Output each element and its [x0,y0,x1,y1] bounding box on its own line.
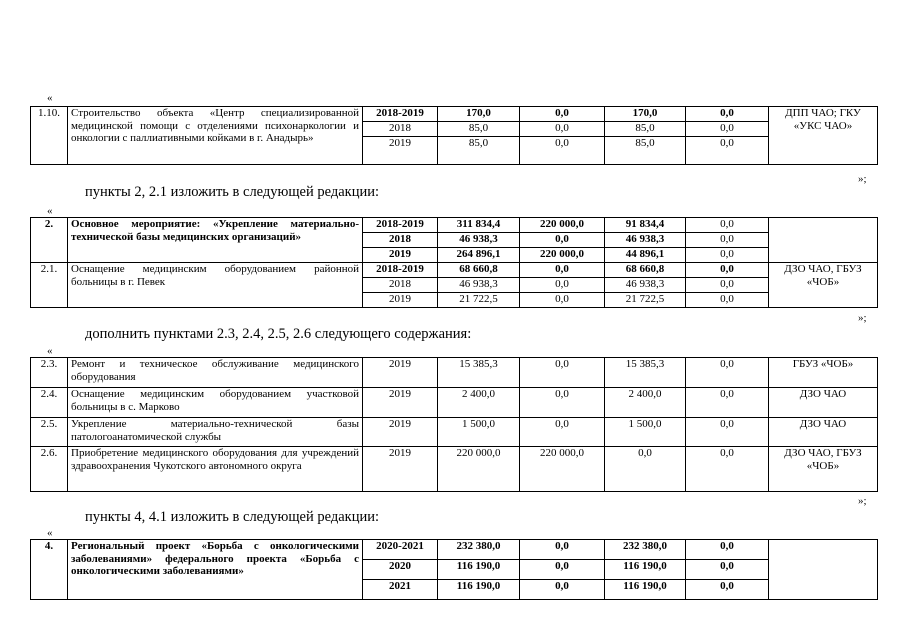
item-name: Приобретение медицинского оборудования для учреждений здравоохранения Чукотского автономного округа [68,447,363,492]
value-cell: 116 190,0 [605,560,686,580]
value-cell: 0,0 [686,540,769,560]
responsible-org: ГБУЗ «ЧОБ» [769,358,878,388]
instruction-paragraph: пункты 2, 2.1 изложить в следующей редакции: [85,184,380,200]
value-cell: 0,0 [520,358,605,388]
value-cell: 116 190,0 [438,580,520,600]
year-cell: 2018-2019 [363,218,438,233]
value-cell: 0,0 [686,358,769,388]
year-cell: 2020-2021 [363,540,438,560]
value-cell: 46 938,3 [438,278,520,293]
item-number: 2.3. [31,358,68,388]
open-quote: « [47,345,53,357]
value-cell: 0,0 [686,137,769,165]
responsible-org: ДЗО ЧАО [769,388,878,418]
value-cell: 15 385,3 [438,358,520,388]
value-cell: 0,0 [686,447,769,492]
value-cell: 0,0 [686,122,769,137]
value-cell: 0,0 [686,218,769,233]
responsible-org [769,218,878,263]
table-row [31,388,878,418]
item-number: 2.5. [31,418,68,447]
item-name: Оснащение медицинским оборудованием районной больницы в г. Певек [68,263,363,308]
responsible-org [769,540,878,600]
value-cell: 220 000,0 [520,447,605,492]
value-cell: 15 385,3 [605,358,686,388]
year-cell: 2018 [363,122,438,137]
value-cell: 170,0 [605,107,686,122]
value-cell: 0,0 [686,263,769,278]
value-cell: 21 722,5 [605,293,686,308]
table-items-2 [30,217,878,308]
table-row [31,107,878,122]
value-cell: 232 380,0 [605,540,686,560]
value-cell: 0,0 [520,388,605,418]
value-cell: 0,0 [686,388,769,418]
year-cell: 2019 [363,358,438,388]
year-cell: 2019 [363,137,438,165]
close-quote: »; [858,495,867,507]
value-cell: 0,0 [686,560,769,580]
value-cell: 116 190,0 [605,580,686,600]
item-name: Основное мероприятие: «Укрепление материально-технической базы медицинских организаций» [68,218,363,263]
value-cell: 21 722,5 [438,293,520,308]
year-cell: 2020 [363,560,438,580]
item-name: Оснащение медицинским оборудованием участковой больницы в с. Марково [68,388,363,418]
table-row [31,418,878,447]
responsible-org: ДЗО ЧАО [769,418,878,447]
year-cell: 2018 [363,278,438,293]
value-cell: 46 938,3 [605,233,686,248]
table-row [31,263,878,278]
value-cell: 170,0 [438,107,520,122]
item-name: Строительство объекта «Центр специализированной медицинской помощи с отделениями психонаркологии и онкологии с паллиативными койками в г. Анадырь» [68,107,363,165]
item-name: Ремонт и техническое обслуживание медицинского оборудования [68,358,363,388]
year-cell: 2019 [363,293,438,308]
value-cell: 0,0 [520,137,605,165]
value-cell: 0,0 [520,122,605,137]
year-cell: 2018-2019 [363,107,438,122]
value-cell: 0,0 [520,278,605,293]
value-cell: 0,0 [686,278,769,293]
value-cell: 264 896,1 [438,248,520,263]
value-cell: 0,0 [520,107,605,122]
value-cell: 44 896,1 [605,248,686,263]
table-items-2-3-to-2-6 [30,357,878,492]
year-cell: 2021 [363,580,438,600]
value-cell: 2 400,0 [438,388,520,418]
value-cell: 85,0 [438,137,520,165]
value-cell: 85,0 [605,137,686,165]
table-row [31,218,878,233]
close-quote: »; [858,173,867,185]
value-cell: 311 834,4 [438,218,520,233]
item-name: Укрепление материально-технической базы патологоанатомической службы [68,418,363,447]
instruction-paragraph: пункты 4, 4.1 изложить в следующей редакции: [85,509,380,525]
value-cell: 0,0 [686,233,769,248]
item-number: 2.6. [31,447,68,492]
open-quote: « [47,205,53,217]
value-cell: 220 000,0 [520,218,605,233]
item-number: 2.1. [31,263,68,308]
value-cell: 0,0 [686,418,769,447]
value-cell: 0,0 [686,107,769,122]
value-cell: 0,0 [686,293,769,308]
instruction-paragraph: дополнить пунктами 2.3, 2.4, 2.5, 2.6 следующего содержания: [85,326,472,342]
value-cell: 85,0 [605,122,686,137]
table-item-1-10 [30,106,878,165]
value-cell: 46 938,3 [605,278,686,293]
value-cell: 0,0 [520,293,605,308]
value-cell: 0,0 [520,560,605,580]
value-cell: 0,0 [520,233,605,248]
table-row [31,447,878,492]
value-cell: 0,0 [520,263,605,278]
responsible-org: ДЗО ЧАО, ГБУЗ «ЧОБ» [769,263,878,308]
year-cell: 2019 [363,248,438,263]
value-cell: 1 500,0 [605,418,686,447]
value-cell: 116 190,0 [438,560,520,580]
value-cell: 0,0 [520,540,605,560]
value-cell: 1 500,0 [438,418,520,447]
table-row [31,540,878,560]
open-quote: « [47,92,53,104]
close-quote: »; [858,312,867,324]
responsible-org: ДЗО ЧАО, ГБУЗ «ЧОБ» [769,447,878,492]
open-quote: « [47,527,53,539]
year-cell: 2019 [363,447,438,492]
year-cell: 2019 [363,388,438,418]
value-cell: 68 660,8 [438,263,520,278]
value-cell: 220 000,0 [438,447,520,492]
value-cell: 232 380,0 [438,540,520,560]
item-number: 1.10. [31,107,68,165]
year-cell: 2019 [363,418,438,447]
value-cell: 0,0 [686,580,769,600]
value-cell: 2 400,0 [605,388,686,418]
value-cell: 0,0 [686,248,769,263]
value-cell: 0,0 [520,580,605,600]
value-cell: 0,0 [520,418,605,447]
value-cell: 68 660,8 [605,263,686,278]
table-row [31,358,878,388]
item-number: 4. [31,540,68,600]
year-cell: 2018 [363,233,438,248]
value-cell: 0,0 [605,447,686,492]
item-name: Региональный проект «Борьба с онкологическими заболеваниями» федерального проекта «Борьба с онкологическими заболеваниями» [68,540,363,600]
responsible-org: ДПП ЧАО; ГКУ «УКС ЧАО» [769,107,878,165]
value-cell: 85,0 [438,122,520,137]
value-cell: 91 834,4 [605,218,686,233]
item-number: 2. [31,218,68,263]
value-cell: 46 938,3 [438,233,520,248]
year-cell: 2018-2019 [363,263,438,278]
value-cell: 220 000,0 [520,248,605,263]
table-item-4 [30,539,878,600]
item-number: 2.4. [31,388,68,418]
